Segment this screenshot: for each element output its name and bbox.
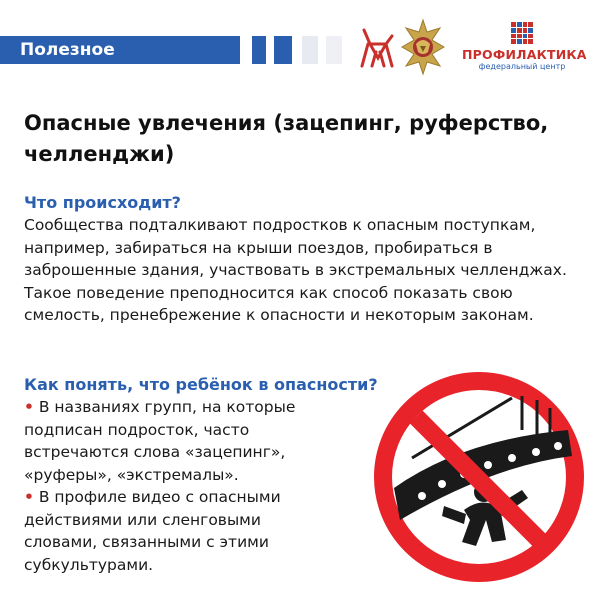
section-danger-signs [24,374,394,576]
section-heading: Как понять, что ребёнок в опасности? [24,375,378,394]
brand-logo [462,22,587,71]
decor-stripe [252,36,266,64]
brand-title: ПРОФИЛАКТИКА [462,47,587,62]
bullet-marker: • [24,488,34,506]
bullet-text: В профиле видео с опасными действиями или сленговыми словами, связанными с этими субкультурами. [24,488,281,574]
section-text: Сообщества подталкивают подростков к опасным поступкам, например, забираться на крыши поездов, пробираться в заброшенные здания, участвовать в экстремальных челленджах. Такое поведение преподносится как способ показать свою смелость, пренебрежение к опасности и некоторым законам. [24,216,567,324]
emblem-icon [400,18,446,76]
brand-grid-icon [511,22,533,44]
header-band [0,36,240,64]
brand-subtitle: федеральный центр [478,62,566,71]
chair-logo-icon [356,26,396,70]
decor-stripe [274,36,292,64]
prohibition-sign-icon [372,370,586,584]
section-what-happens [24,192,584,327]
bullet-item [24,486,324,576]
page-title: Опасные увлечения (зацепинг, руферство, челленджи) [24,111,549,166]
section-heading: Что происходит? [24,193,181,212]
decor-stripe [326,36,342,64]
bullet-marker: • [24,398,34,416]
bullet-item [24,396,324,486]
decor-stripe [302,36,318,64]
bullet-text: В названиях групп, на которые подписан подросток, часто встречаются слова «зацепинг», «руферы», «экстремалы». [24,398,296,484]
header-label: Полезное [0,36,240,64]
